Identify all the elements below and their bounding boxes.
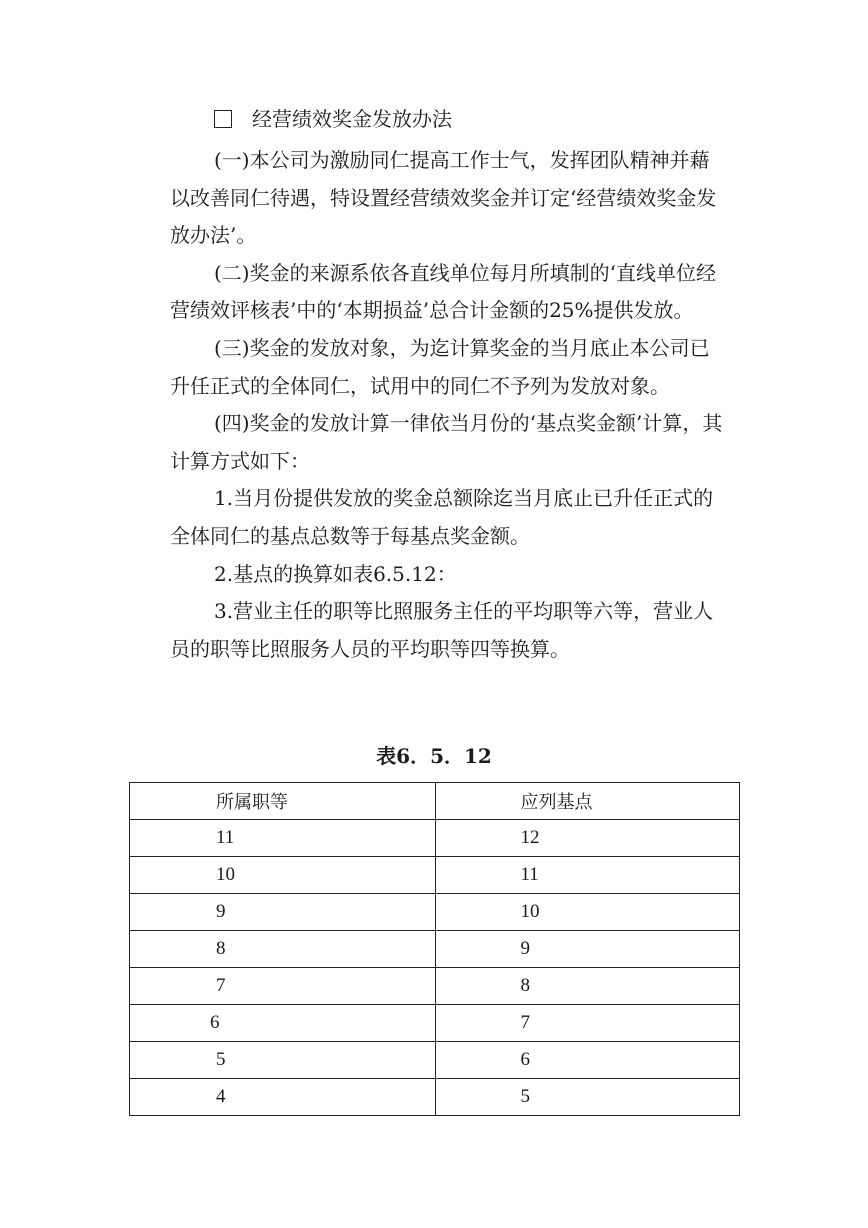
table-row — [130, 1079, 740, 1116]
body-text — [170, 142, 726, 668]
table-row — [130, 968, 740, 1005]
cell-points: 9 — [436, 931, 740, 968]
section-heading — [214, 106, 452, 132]
paragraph-2: (二)奖金的来源系依各直线单位每月所填制的‘直线单位经营绩效评核表’中的‘本期损益’总合计金额的25%提供发放。 — [170, 260, 716, 323]
cell-grade: 5 — [130, 1042, 436, 1079]
paragraph-6: 2.基点的换算如表6.5.12： — [214, 561, 457, 586]
paragraph-7: 3.营业主任的职等比照服务主任的平均职等六等，营业人员的职等比照服务人员的平均职等四等换算。 — [170, 599, 714, 661]
table-row — [130, 820, 740, 857]
table-row — [130, 931, 740, 968]
paragraph-1: (一)本公司为激励同仁提高工作士气，发挥团队精神并藉以改善同仁待遇，特设置经营绩效奖金并订定‘经营绩效奖金发放办法’。 — [170, 148, 717, 248]
table-row — [130, 1005, 740, 1042]
checkbox-icon — [214, 110, 232, 128]
cell-grade: 7 — [130, 968, 436, 1005]
paragraph-3: (三)奖金的发放对象，为迄计算奖金的当月底止本公司已升任正式的全体同仁，试用中的同仁不予列为发放对象。 — [170, 335, 710, 398]
cell-points: 11 — [436, 857, 740, 894]
header-grade: 所属职等 — [130, 783, 436, 820]
grade-points-table — [129, 782, 740, 1116]
paragraph-4: (四)奖金的发放计算一律依当月份的‘基点奖金额’计算，其计算方式如下： — [170, 411, 723, 473]
cell-points: 8 — [436, 968, 740, 1005]
cell-points: 6 — [436, 1042, 740, 1079]
cell-grade: 4 — [130, 1079, 436, 1116]
table-row — [130, 857, 740, 894]
cell-grade: 9 — [130, 894, 436, 931]
header-points: 应列基点 — [436, 783, 740, 820]
cell-points: 12 — [436, 820, 740, 857]
table-row — [130, 894, 740, 931]
cell-points: 7 — [436, 1005, 740, 1042]
cell-grade: 10 — [130, 857, 436, 894]
cell-grade: 6 — [130, 1005, 436, 1042]
cell-points: 5 — [436, 1079, 740, 1116]
cell-grade: 11 — [130, 820, 436, 857]
table-caption: 表6．5．12 — [376, 744, 492, 768]
cell-points: 10 — [436, 894, 740, 931]
cell-grade: 8 — [130, 931, 436, 968]
table-row — [130, 1042, 740, 1079]
table-header-row — [130, 783, 740, 820]
paragraph-5: 1.当月份提供发放的奖金总额除迄当月底止已升任正式的全体同仁的基点总数等于每基点奖金额。 — [170, 486, 714, 548]
heading-text: 经营绩效奖金发放办法 — [252, 107, 452, 131]
